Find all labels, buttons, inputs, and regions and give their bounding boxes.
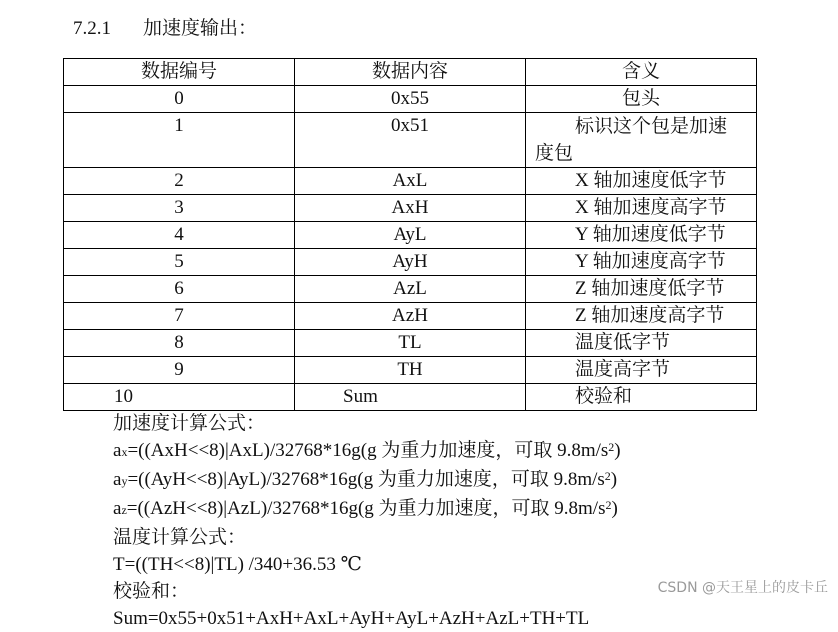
cell-meaning: X 轴加速度高字节 [526, 195, 757, 222]
table-row [64, 357, 757, 384]
cell-no: 9 [64, 357, 295, 384]
cell-data: TL [295, 330, 526, 357]
cell-meaning: 包头 [526, 86, 757, 113]
cell-meaning: X 轴加速度低字节 [526, 168, 757, 195]
cell-data: AzH [295, 303, 526, 330]
table-row [64, 384, 757, 411]
cell-no: 1 [64, 113, 295, 168]
checksum-title: 校验和： [113, 581, 190, 602]
header-meaning: 含义 [526, 59, 757, 86]
table-row [64, 249, 757, 276]
ay-formula: ay=((AyH<<8)|AyL)/32768*16g(g 为重力加速度，可取 $9.8m/s^2$) [113, 469, 618, 490]
cell-data: AxL [295, 168, 526, 195]
table-row [64, 330, 757, 357]
table-row [64, 195, 757, 222]
temp-formula: T=((TH<<8)|TL) /340+36.53 ℃ [113, 554, 362, 575]
cell-meaning: Z 轴加速度低字节 [526, 276, 757, 303]
cell-no: 0 [64, 86, 295, 113]
header-no: 数据编号 [64, 59, 295, 86]
cell-meaning: Y 轴加速度高字节 [526, 249, 757, 276]
section-heading [73, 13, 257, 40]
cell-meaning: 温度高字节 [526, 357, 757, 384]
cell-data: Sum [295, 384, 526, 411]
temp-formula-title: 温度计算公式： [113, 527, 247, 548]
ax-formula: ax=((AxH<<8)|AxL)/32768*16g(g 为重力加速度，可取 $9.8m/s^2$) [113, 440, 621, 461]
section-number: 7.2.1 [73, 18, 111, 39]
cell-meaning: Z 轴加速度高字节 [526, 303, 757, 330]
table-row [64, 276, 757, 303]
cell-data: AyH [295, 249, 526, 276]
cell-meaning: 温度低字节 [526, 330, 757, 357]
cell-no: 2 [64, 168, 295, 195]
az-formula: az=((AzH<<8)|AzL)/32768*16g(g 为重力加速度，可取 $9.8m/s^2$) [113, 498, 618, 519]
table-row [64, 168, 757, 195]
cell-data: AyL [295, 222, 526, 249]
cell-no: 4 [64, 222, 295, 249]
cell-meaning: 校验和 [526, 384, 757, 411]
cell-meaning: 标识这个包是加速度包 [526, 113, 757, 168]
cell-data: 0x55 [295, 86, 526, 113]
table-row [64, 86, 757, 113]
data-table [63, 58, 757, 411]
cell-no: 6 [64, 276, 295, 303]
cell-no: 10 [64, 384, 295, 411]
table-header-row [64, 59, 757, 86]
cell-no: 8 [64, 330, 295, 357]
cell-no: 3 [64, 195, 295, 222]
table-row [64, 222, 757, 249]
cell-data: AxH [295, 195, 526, 222]
cell-no: 5 [64, 249, 295, 276]
formulas-block [113, 410, 621, 632]
checksum-formula: Sum=0x55+0x51+AxH+AxL+AyH+AyL+AzH+AzL+TH+TL [113, 608, 590, 629]
table-row [64, 113, 757, 168]
header-data: 数据内容 [295, 59, 526, 86]
cell-meaning: Y 轴加速度低字节 [526, 222, 757, 249]
cell-data: TH [295, 357, 526, 384]
cell-data: AzL [295, 276, 526, 303]
table-row [64, 303, 757, 330]
watermark: CSDN @天王星上的皮卡丘 [657, 580, 828, 596]
section-title: 加速度输出： [143, 18, 258, 39]
accel-formula-title: 加速度计算公式： [113, 413, 266, 434]
cell-data: 0x51 [295, 113, 526, 168]
cell-no: 7 [64, 303, 295, 330]
